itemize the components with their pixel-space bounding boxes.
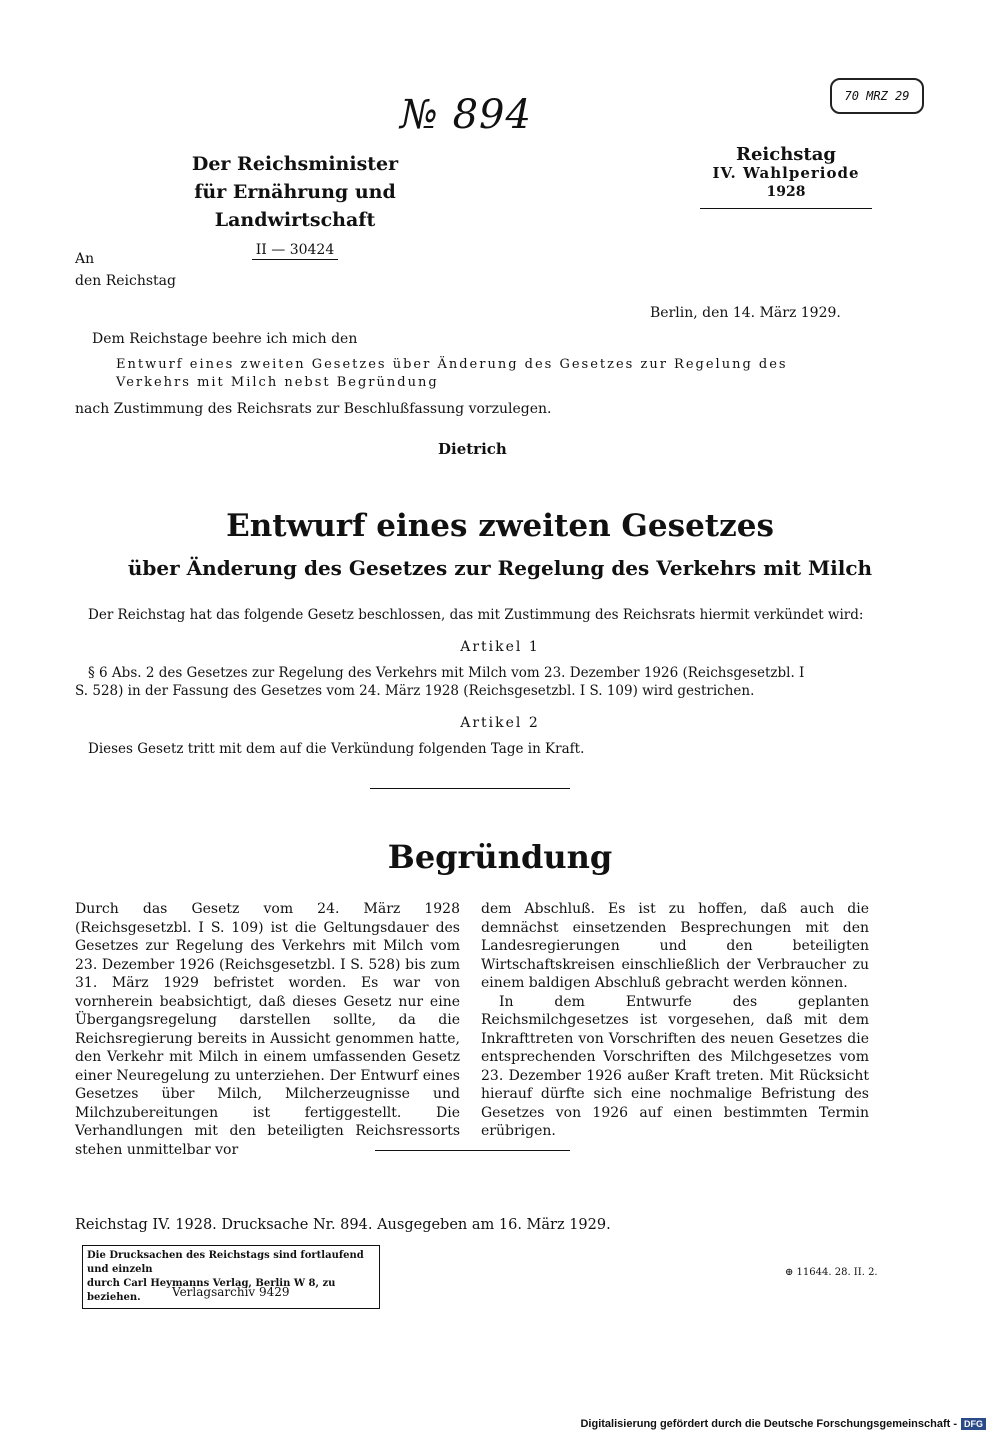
divider-1 xyxy=(370,788,570,789)
ministry-reference: II — 30424 xyxy=(252,241,339,260)
notice-line2: durch Carl Heymanns Verlag, Berlin W 8, zu beziehen. xyxy=(87,1278,336,1303)
addressee-line2: den Reichstag xyxy=(75,273,176,289)
begruendung-right-column xyxy=(481,900,869,1141)
begruendung-left-column: Durch das Gesetz vom 24. März 1928 (Reichsgesetzbl. I S. 109) ist die Geltungsdauer des Gesetzes zur Regelung des Verkehrs mit Milch vom 23. Dezember 1926 (Reichsgesetzbl. I S. 528) bis zum 31. März 1929 befristet worden. Es war von vornherein beabsichtigt, daß dieses Gesetz nur eine Übergangsregelung darstellen sollte, da die Reichsregierung bereits in Aussicht genommen hatte, den Verkehr mit Milch in einem umfassenden Gesetz einer Neuregelung zu unterziehen. Der Entwurf eines Gesetzes über Milch, Milcherzeugnisse und Milchzubereitungen ist fertiggestellt. Die Verhandlungen mit den beteiligten Reichsressorts stehen unmittelbar vor xyxy=(75,901,460,1158)
article2-text: Dieses Gesetz tritt mit dem auf die Verkündung folgenden Tage in Kraft. xyxy=(88,741,585,757)
digitization-credit xyxy=(580,1418,986,1430)
letter-subject-2: Verkehrs mit Milch nebst Begründung xyxy=(116,375,439,390)
begruendung-heading: Begründung xyxy=(387,838,613,876)
digitization-text: Digitalisierung gefördert durch die Deutsche Forschungsgemeinschaft - xyxy=(580,1418,957,1430)
letter-intro: Dem Reichstage beehre ich mich den xyxy=(92,331,358,347)
stamp-text: 70 MRZ 29 xyxy=(844,89,910,103)
reichstag-block xyxy=(700,145,872,209)
article1-line1: § 6 Abs. 2 des Gesetzes zur Regelung des Verkehrs mit Milch vom 23. Dezember 1926 (Reichsgesetzbl. I xyxy=(88,665,805,681)
receipt-stamp xyxy=(830,78,924,114)
reichstag-period: IV. Wahlperiode xyxy=(712,164,860,182)
ministry-line2: für Ernährung und Landwirtschaft xyxy=(194,181,396,231)
draft-subtitle: über Änderung des Gesetzes zur Regelung des Verkehrs mit Milch xyxy=(127,556,873,580)
notice-line1: Die Drucksachen des Reichstags sind fortlaufend und einzeln xyxy=(87,1250,364,1275)
draft-title: Entwurf eines zweiten Gesetzes xyxy=(226,508,774,544)
article1-line2: S. 528) in der Fassung des Gesetzes vom 24. März 1928 (Reichsgesetzbl. I S. 109) wird gestrichen. xyxy=(75,683,755,699)
reichstag-title: Reichstag xyxy=(736,144,836,165)
reichstag-year: 1928 xyxy=(766,184,806,200)
footer-line: Reichstag IV. 1928. Drucksache Nr. 894. Ausgegeben am 16. März 1929. xyxy=(75,1217,611,1233)
date-line: Berlin, den 14. März 1929. xyxy=(650,305,841,321)
dfg-logo: DFG xyxy=(961,1418,986,1430)
ministry-block xyxy=(135,150,455,262)
letter-closing: nach Zustimmung des Reichsrats zur Beschlußfassung vorzulegen. xyxy=(75,401,552,417)
addressee xyxy=(75,248,176,292)
begruendung-right-para2: In dem Entwurfe des geplanten Reichsmilchgesetzes ist vorgesehen, daß mit dem Inkrafttreten von Vorschriften des neuen Gesetzes die entsprechenden Vorschriften des Milchgesetzes vom 23. Dezember 1926 außer Kraft treten. Mit Rücksicht hierauf dürfte sich eine nochmalige Befristung des Gesetzes von 1926 auf einen bestimmten Termin erübrigen. xyxy=(481,993,869,1139)
begruendung-right-para1: dem Abschluß. Es ist zu hoffen, daß auch die demnächst einsetzenden Besprechungen mit den Landesregierungen und den beteiligten Wirtschaftskreisen einschließlich der Verbraucher zu einem baldigen Abschluß gebracht werden können. xyxy=(481,901,869,991)
signature: Dietrich xyxy=(438,440,507,458)
ministry-line1: Der Reichsminister xyxy=(191,153,399,175)
divider-2 xyxy=(375,1150,570,1151)
reichstag-rule xyxy=(700,208,872,209)
archive-number: Verlagsarchiv 9429 xyxy=(172,1285,290,1299)
addressee-line1: An xyxy=(75,251,95,267)
article2-heading: Artikel 2 xyxy=(460,715,540,731)
draft-preamble: Der Reichstag hat das folgende Gesetz beschlossen, das mit Zustimmung des Reichsrats hiermit verkündet wird: xyxy=(88,607,864,623)
article1-heading: Artikel 1 xyxy=(460,639,540,655)
letter-subject-1: Entwurf eines zweiten Gesetzes über Änderung des Gesetzes zur Regelung des xyxy=(116,357,788,372)
document-number: № 894 xyxy=(400,92,532,138)
print-code: ⊕ 11644. 28. II. 2. xyxy=(785,1267,878,1278)
